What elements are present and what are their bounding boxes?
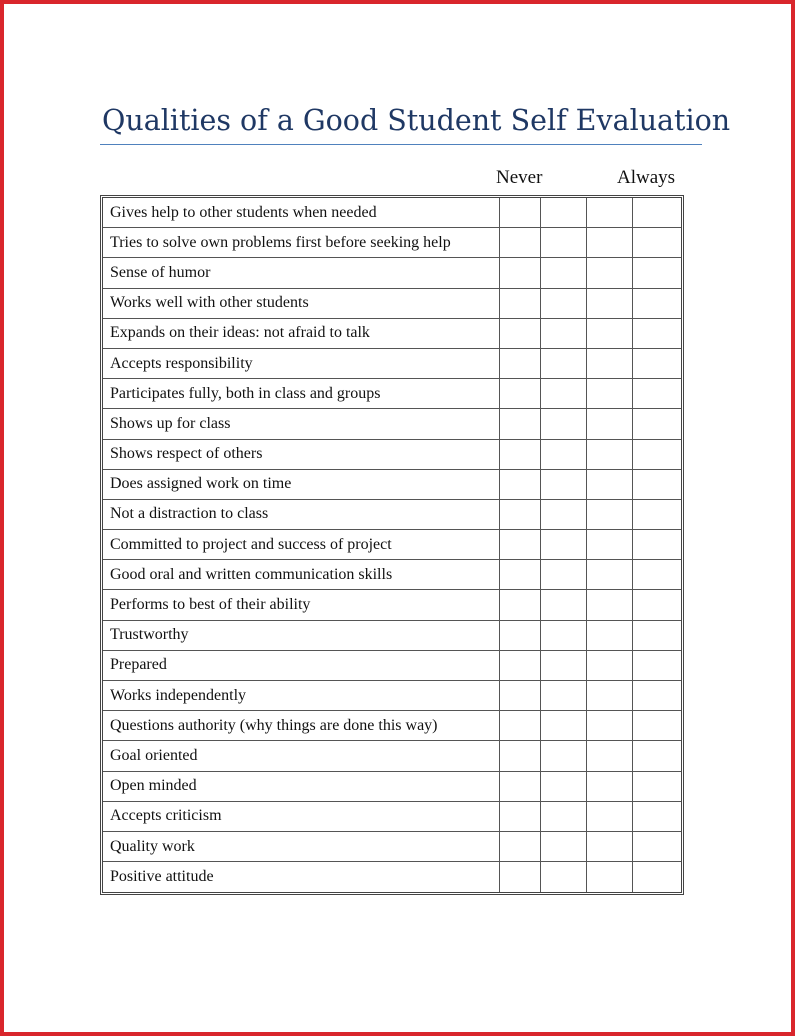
rating-cell-1[interactable] [500, 711, 541, 741]
table-row [103, 440, 681, 470]
quality-item-label: Sense of humor [103, 258, 500, 288]
rating-cell-1[interactable] [500, 802, 541, 832]
rating-cell-4[interactable] [633, 711, 681, 741]
rating-cell-4[interactable] [633, 832, 681, 862]
table-row [103, 500, 681, 530]
rating-cell-1[interactable] [500, 651, 541, 681]
scale-label-never: Never [496, 167, 543, 188]
table-row [103, 198, 681, 228]
rating-cell-1[interactable] [500, 590, 541, 620]
rating-cell-3[interactable] [587, 530, 633, 560]
rating-cell-1[interactable] [500, 349, 541, 379]
quality-item-label: Tries to solve own problems first before seeking help [103, 228, 500, 258]
rating-cell-3[interactable] [587, 590, 633, 620]
rating-cell-2[interactable] [541, 228, 587, 258]
rating-cell-3[interactable] [587, 228, 633, 258]
rating-cell-1[interactable] [500, 832, 541, 862]
rating-cell-2[interactable] [541, 862, 587, 892]
rating-cell-3[interactable] [587, 741, 633, 771]
rating-cell-4[interactable] [633, 560, 681, 590]
rating-cell-1[interactable] [500, 289, 541, 319]
evaluation-table [100, 195, 684, 895]
rating-cell-2[interactable] [541, 590, 587, 620]
quality-item-label: Quality work [103, 832, 500, 862]
rating-cell-3[interactable] [587, 470, 633, 500]
table-row [103, 379, 681, 409]
rating-cell-4[interactable] [633, 681, 681, 711]
table-row [103, 349, 681, 379]
rating-cell-2[interactable] [541, 711, 587, 741]
rating-cell-4[interactable] [633, 772, 681, 802]
quality-item-label: Does assigned work on time [103, 470, 500, 500]
table-row [103, 228, 681, 258]
rating-cell-1[interactable] [500, 258, 541, 288]
rating-cell-3[interactable] [587, 621, 633, 651]
rating-cell-2[interactable] [541, 560, 587, 590]
rating-cell-1[interactable] [500, 440, 541, 470]
rating-cell-3[interactable] [587, 409, 633, 439]
rating-cell-2[interactable] [541, 832, 587, 862]
quality-item-label: Gives help to other students when needed [103, 198, 500, 228]
quality-item-label: Works well with other students [103, 289, 500, 319]
page-title: Qualities of a Good Student Self Evaluation [102, 104, 731, 137]
rating-cell-3[interactable] [587, 802, 633, 832]
rating-cell-4[interactable] [633, 319, 681, 349]
table-row [103, 590, 681, 620]
rating-cell-3[interactable] [587, 319, 633, 349]
rating-cell-2[interactable] [541, 198, 587, 228]
rating-cell-4[interactable] [633, 198, 681, 228]
table-row [103, 772, 681, 802]
quality-item-label: Participates fully, both in class and groups [103, 379, 500, 409]
rating-cell-2[interactable] [541, 470, 587, 500]
rating-cell-2[interactable] [541, 319, 587, 349]
rating-cell-1[interactable] [500, 198, 541, 228]
rating-cell-1[interactable] [500, 228, 541, 258]
rating-cell-1[interactable] [500, 621, 541, 651]
table-row [103, 862, 681, 892]
rating-cell-4[interactable] [633, 621, 681, 651]
quality-item-label: Shows respect of others [103, 440, 500, 470]
rating-cell-2[interactable] [541, 681, 587, 711]
rating-cell-3[interactable] [587, 349, 633, 379]
rating-cell-2[interactable] [541, 440, 587, 470]
rating-cell-2[interactable] [541, 802, 587, 832]
quality-item-label: Shows up for class [103, 409, 500, 439]
rating-cell-4[interactable] [633, 349, 681, 379]
rating-cell-4[interactable] [633, 862, 681, 892]
scale-label-always: Always [617, 167, 676, 188]
rating-cell-3[interactable] [587, 440, 633, 470]
quality-item-label: Accepts responsibility [103, 349, 500, 379]
table-row [103, 651, 681, 681]
quality-item-label: Positive attitude [103, 862, 500, 892]
quality-item-label: Performs to best of their ability [103, 590, 500, 620]
rating-cell-2[interactable] [541, 530, 587, 560]
rating-cell-4[interactable] [633, 741, 681, 771]
rating-cell-4[interactable] [633, 500, 681, 530]
quality-item-label: Not a distraction to class [103, 500, 500, 530]
rating-cell-2[interactable] [541, 500, 587, 530]
rating-cell-3[interactable] [587, 651, 633, 681]
rating-cell-3[interactable] [587, 711, 633, 741]
rating-cell-2[interactable] [541, 379, 587, 409]
rating-cell-4[interactable] [633, 289, 681, 319]
rating-cell-2[interactable] [541, 289, 587, 319]
rating-cell-1[interactable] [500, 530, 541, 560]
rating-cell-4[interactable] [633, 409, 681, 439]
rating-cell-3[interactable] [587, 862, 633, 892]
rating-cell-3[interactable] [587, 500, 633, 530]
rating-cell-1[interactable] [500, 741, 541, 771]
rating-cell-1[interactable] [500, 500, 541, 530]
quality-item-label: Expands on their ideas: not afraid to talk [103, 319, 500, 349]
table-row [103, 319, 681, 349]
table-row [103, 409, 681, 439]
table-row [103, 832, 681, 862]
table-row [103, 621, 681, 651]
rating-cell-1[interactable] [500, 409, 541, 439]
rating-cell-2[interactable] [541, 741, 587, 771]
table-row [103, 802, 681, 832]
rating-cell-4[interactable] [633, 470, 681, 500]
rating-cell-3[interactable] [587, 772, 633, 802]
rating-cell-3[interactable] [587, 681, 633, 711]
rating-cell-1[interactable] [500, 772, 541, 802]
rating-cell-1[interactable] [500, 319, 541, 349]
rating-cell-4[interactable] [633, 379, 681, 409]
quality-item-label: Prepared [103, 651, 500, 681]
rating-cell-1[interactable] [500, 681, 541, 711]
quality-item-label: Good oral and written communication skills [103, 560, 500, 590]
table-row [103, 258, 681, 288]
rating-cell-1[interactable] [500, 560, 541, 590]
rating-cell-4[interactable] [633, 258, 681, 288]
title-underline [100, 144, 702, 145]
table-row [103, 681, 681, 711]
rating-cell-3[interactable] [587, 379, 633, 409]
rating-cell-1[interactable] [500, 862, 541, 892]
rating-cell-4[interactable] [633, 590, 681, 620]
rating-cell-2[interactable] [541, 258, 587, 288]
table-row [103, 741, 681, 771]
rating-cell-3[interactable] [587, 198, 633, 228]
quality-item-label: Works independently [103, 681, 500, 711]
evaluation-table-body [103, 198, 681, 892]
quality-item-label: Goal oriented [103, 741, 500, 771]
table-row [103, 530, 681, 560]
rating-cell-3[interactable] [587, 289, 633, 319]
rating-cell-4[interactable] [633, 651, 681, 681]
rating-cell-2[interactable] [541, 772, 587, 802]
rating-cell-2[interactable] [541, 349, 587, 379]
rating-cell-4[interactable] [633, 802, 681, 832]
quality-item-label: Committed to project and success of project [103, 530, 500, 560]
rating-cell-4[interactable] [633, 228, 681, 258]
rating-cell-2[interactable] [541, 651, 587, 681]
rating-cell-3[interactable] [587, 832, 633, 862]
quality-item-label: Questions authority (why things are done this way) [103, 711, 500, 741]
rating-cell-2[interactable] [541, 621, 587, 651]
quality-item-label: Trustworthy [103, 621, 500, 651]
quality-item-label: Accepts criticism [103, 802, 500, 832]
table-row [103, 711, 681, 741]
table-row [103, 289, 681, 319]
table-row [103, 470, 681, 500]
rating-cell-1[interactable] [500, 470, 541, 500]
rating-cell-4[interactable] [633, 440, 681, 470]
quality-item-label: Open minded [103, 772, 500, 802]
rating-cell-2[interactable] [541, 409, 587, 439]
rating-cell-1[interactable] [500, 379, 541, 409]
rating-cell-3[interactable] [587, 560, 633, 590]
rating-cell-4[interactable] [633, 530, 681, 560]
rating-cell-3[interactable] [587, 258, 633, 288]
table-row [103, 560, 681, 590]
